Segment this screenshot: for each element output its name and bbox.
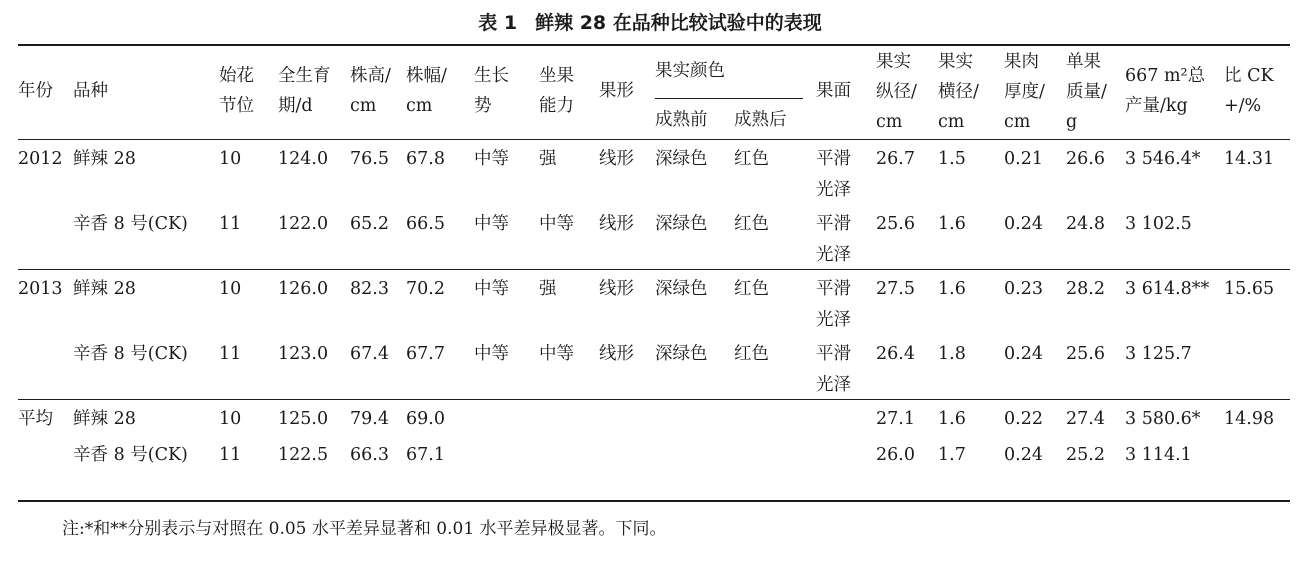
cell-variety: 辛香 8 号(CK) bbox=[73, 214, 188, 234]
cell-height: 67.4 bbox=[350, 344, 389, 364]
cell-weight: 24.8 bbox=[1066, 214, 1105, 234]
cell-yield: 3 546.4* bbox=[1125, 149, 1201, 169]
table-caption: 鲜辣 28 在品种比较试验中的表现 bbox=[535, 12, 822, 34]
cell-year: 2013 bbox=[18, 279, 63, 299]
header-fruit-length-line-3: cm bbox=[876, 112, 903, 132]
cell-thickness: 0.24 bbox=[1004, 344, 1043, 364]
header-fruit-diameter-line-3: cm bbox=[938, 112, 965, 132]
header-flesh-thickness-line-1: 果肉 bbox=[1004, 52, 1039, 72]
header-vs-ck-line-1: 比 CK bbox=[1224, 66, 1274, 86]
cell-width: 67.1 bbox=[406, 445, 445, 465]
cell-surface: 平滑光泽 bbox=[816, 149, 851, 200]
year-2012-divider bbox=[18, 269, 1290, 270]
header-plant-width-line-2: cm bbox=[406, 96, 433, 116]
cell-after: 红色 bbox=[734, 344, 769, 364]
header-fruit-surface: 果面 bbox=[816, 81, 851, 101]
table-number: 表 1 bbox=[478, 12, 518, 34]
cell-diameter: 1.6 bbox=[938, 409, 966, 429]
cell-length: 25.6 bbox=[876, 214, 915, 234]
cell-set: 强 bbox=[539, 149, 557, 169]
cell-ck: 14.98 bbox=[1224, 409, 1275, 429]
cell-length: 26.4 bbox=[876, 344, 915, 364]
header-yield-line-1: 667 m²总 bbox=[1125, 66, 1206, 86]
header-fruit-length-line-1: 果实 bbox=[876, 52, 911, 72]
header-growth-vigor-line-1: 生长 bbox=[474, 66, 509, 86]
cell-width: 67.8 bbox=[406, 149, 445, 169]
cell-thickness: 0.24 bbox=[1004, 445, 1043, 465]
cell-before: 深绿色 bbox=[655, 344, 708, 364]
cell-variety: 鲜辣 28 bbox=[73, 149, 136, 169]
cell-surface: 平滑光泽 bbox=[816, 344, 851, 395]
cell-period: 126.0 bbox=[278, 279, 329, 299]
cell-weight: 28.2 bbox=[1066, 279, 1105, 299]
header-growth-period-line-2: 期/d bbox=[278, 96, 313, 116]
cell-node: 11 bbox=[219, 214, 242, 234]
cell-after: 红色 bbox=[734, 279, 769, 299]
cell-vigor: 中等 bbox=[474, 344, 509, 364]
cell-shape: 线形 bbox=[599, 279, 634, 299]
cell-yield: 3 614.8** bbox=[1125, 279, 1210, 299]
cell-variety: 鲜辣 28 bbox=[73, 409, 136, 429]
cell-height: 82.3 bbox=[350, 279, 389, 299]
cell-yield: 3 114.1 bbox=[1125, 445, 1192, 465]
cell-ck: 14.31 bbox=[1224, 149, 1275, 169]
top-rule bbox=[18, 44, 1290, 46]
header-fruit-diameter-line-1: 果实 bbox=[938, 52, 973, 72]
header-fruit-set-line-1: 坐果 bbox=[539, 66, 574, 86]
header-fruit-weight-line-1: 单果 bbox=[1066, 52, 1101, 72]
cell-yield: 3 102.5 bbox=[1125, 214, 1192, 234]
cell-node: 10 bbox=[219, 279, 242, 299]
cell-yield: 3 580.6* bbox=[1125, 409, 1201, 429]
table-note: 注:*和**分别表示与对照在 0.05 水平差异显著和 0.01 水平差异极显著。下同。 bbox=[62, 519, 667, 539]
header-before-ripe: 成熟前 bbox=[655, 110, 708, 130]
cell-height: 65.2 bbox=[350, 214, 389, 234]
header-fruit-set-line-2: 能力 bbox=[539, 96, 574, 116]
cell-after: 红色 bbox=[734, 214, 769, 234]
cell-length: 26.7 bbox=[876, 149, 915, 169]
cell-before: 深绿色 bbox=[655, 149, 708, 169]
cell-variety: 辛香 8 号(CK) bbox=[73, 344, 188, 364]
cell-diameter: 1.7 bbox=[938, 445, 966, 465]
cell-vigor: 中等 bbox=[474, 214, 509, 234]
cell-node: 11 bbox=[219, 445, 242, 465]
cell-after: 红色 bbox=[734, 149, 769, 169]
header-fruit-weight-line-3: g bbox=[1066, 112, 1078, 132]
cell-before: 深绿色 bbox=[655, 214, 708, 234]
header-fruit-length-line-2: 纵径/ bbox=[876, 82, 917, 102]
cell-surface: 平滑光泽 bbox=[816, 279, 851, 330]
cell-node: 10 bbox=[219, 149, 242, 169]
header-year: 年份 bbox=[18, 81, 53, 101]
header-bottom-rule bbox=[18, 139, 1290, 140]
cell-shape: 线形 bbox=[599, 344, 634, 364]
sub-header-rule bbox=[655, 98, 803, 99]
cell-height: 66.3 bbox=[350, 445, 389, 465]
cell-year: 平均 bbox=[18, 409, 53, 429]
cell-year: 2012 bbox=[18, 149, 63, 169]
cell-length: 27.1 bbox=[876, 409, 915, 429]
cell-height: 79.4 bbox=[350, 409, 389, 429]
header-vs-ck-line-2: +/% bbox=[1224, 96, 1262, 116]
cell-set: 强 bbox=[539, 279, 557, 299]
cell-diameter: 1.6 bbox=[938, 214, 966, 234]
year-2013-divider bbox=[18, 399, 1290, 400]
cell-width: 66.5 bbox=[406, 214, 445, 234]
header-flesh-thickness-line-3: cm bbox=[1004, 112, 1031, 132]
cell-length: 27.5 bbox=[876, 279, 915, 299]
cell-variety: 鲜辣 28 bbox=[73, 279, 136, 299]
cell-period: 125.0 bbox=[278, 409, 329, 429]
cell-vigor: 中等 bbox=[474, 149, 509, 169]
cell-width: 67.7 bbox=[406, 344, 445, 364]
cell-node: 10 bbox=[219, 409, 242, 429]
cell-vigor: 中等 bbox=[474, 279, 509, 299]
header-first-flower-line-1: 始花 bbox=[219, 66, 254, 86]
cell-before: 深绿色 bbox=[655, 279, 708, 299]
cell-diameter: 1.5 bbox=[938, 149, 966, 169]
cell-diameter: 1.8 bbox=[938, 344, 966, 364]
cell-yield: 3 125.7 bbox=[1125, 344, 1192, 364]
header-fruit-diameter-line-2: 横径/ bbox=[938, 82, 979, 102]
cell-period: 123.0 bbox=[278, 344, 329, 364]
cell-thickness: 0.23 bbox=[1004, 279, 1043, 299]
cell-shape: 线形 bbox=[599, 149, 634, 169]
cell-thickness: 0.24 bbox=[1004, 214, 1043, 234]
header-plant-width-line-1: 株幅/ bbox=[406, 66, 447, 86]
header-fruit-weight-line-2: 质量/ bbox=[1066, 82, 1107, 102]
header-growth-vigor-line-2: 势 bbox=[474, 96, 492, 116]
cell-weight: 27.4 bbox=[1066, 409, 1105, 429]
header-growth-period-line-1: 全生育 bbox=[278, 66, 331, 86]
header-after-ripe: 成熟后 bbox=[734, 110, 787, 130]
cell-weight: 25.2 bbox=[1066, 445, 1105, 465]
header-plant-height-line-2: cm bbox=[350, 96, 377, 116]
cell-node: 11 bbox=[219, 344, 242, 364]
cell-set: 中等 bbox=[539, 344, 574, 364]
header-fruit-shape: 果形 bbox=[599, 81, 634, 101]
table-title bbox=[0, 8, 1300, 35]
cell-period: 122.5 bbox=[278, 445, 329, 465]
cell-period: 122.0 bbox=[278, 214, 329, 234]
header-yield-line-2: 产量/kg bbox=[1125, 96, 1188, 116]
cell-surface: 平滑光泽 bbox=[816, 214, 851, 265]
cell-set: 中等 bbox=[539, 214, 574, 234]
header-flesh-thickness-line-2: 厚度/ bbox=[1004, 82, 1045, 102]
cell-weight: 26.6 bbox=[1066, 149, 1105, 169]
cell-weight: 25.6 bbox=[1066, 344, 1105, 364]
cell-width: 70.2 bbox=[406, 279, 445, 299]
cell-length: 26.0 bbox=[876, 445, 915, 465]
cell-thickness: 0.21 bbox=[1004, 149, 1043, 169]
cell-height: 76.5 bbox=[350, 149, 389, 169]
header-plant-height-line-1: 株高/ bbox=[350, 66, 391, 86]
cell-variety: 辛香 8 号(CK) bbox=[73, 445, 188, 465]
cell-width: 69.0 bbox=[406, 409, 445, 429]
cell-shape: 线形 bbox=[599, 214, 634, 234]
cell-thickness: 0.22 bbox=[1004, 409, 1043, 429]
bottom-rule bbox=[18, 500, 1290, 502]
cell-diameter: 1.6 bbox=[938, 279, 966, 299]
cell-period: 124.0 bbox=[278, 149, 329, 169]
cell-ck: 15.65 bbox=[1224, 279, 1275, 299]
header-first-flower-line-2: 节位 bbox=[219, 96, 254, 116]
header-fruit-color: 果实颜色 bbox=[655, 61, 725, 81]
header-variety: 品种 bbox=[73, 81, 108, 101]
